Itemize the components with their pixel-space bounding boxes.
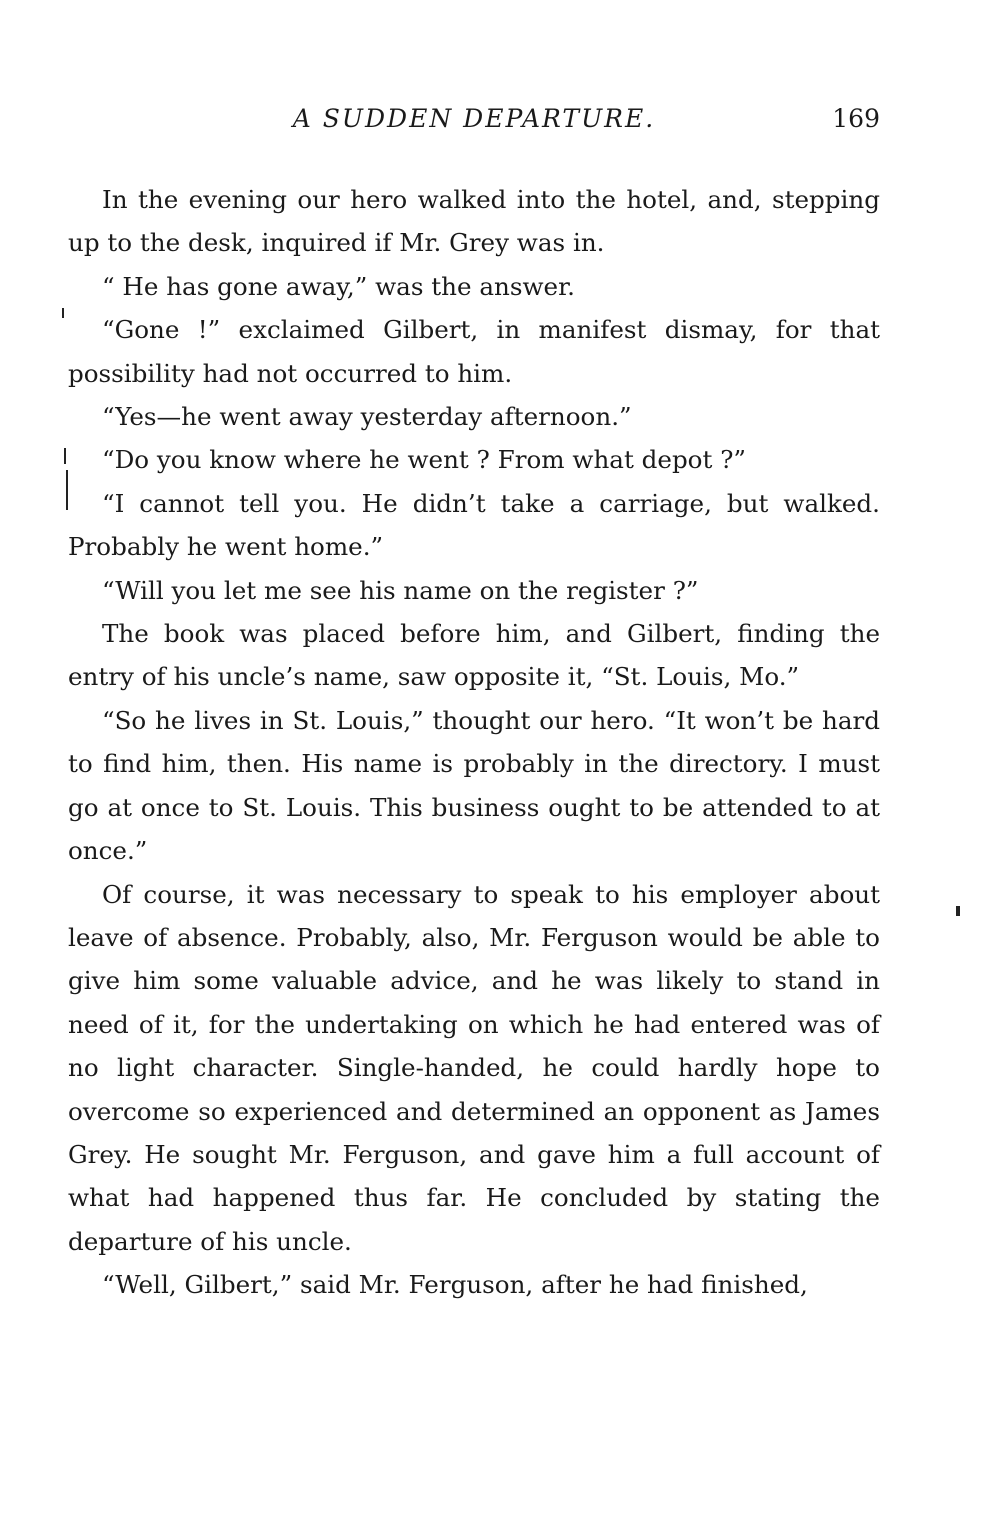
paragraph: “So he lives in St. Louis,” thought our hero. “It won’t be hard to find him, then. His name is probably in the directory. I must go at once to St. Louis. This business ought to be attended to at once.” bbox=[68, 705, 880, 866]
margin-mark bbox=[62, 308, 64, 318]
paragraph: “I cannot tell you. He didn’t take a carriage, but walked. Probably he went home.” bbox=[68, 488, 880, 562]
margin-mark bbox=[64, 448, 66, 464]
running-title: A SUDDEN DEPARTURE. bbox=[292, 104, 656, 133]
body-text bbox=[68, 178, 880, 1307]
paragraph: “Gone !” exclaimed Gilbert, in manifest dismay, for that possibility had not occurred to him. bbox=[68, 315, 880, 388]
margin-mark bbox=[66, 470, 68, 510]
paragraph: “Will you let me see his name on the register ?” bbox=[102, 575, 699, 605]
paragraph: Of course, it was necessary to speak to his employer about leave of absence. Probably, also, Mr. Ferguson would be able to give him some valuable advice, and he was likely to stand in need of it, for the undertaking on which he had entered was of no light character. Single-handed, he could hardly hope to overcome so experienced and determined an opponent as James Grey. He sought Mr. Ferguson, and gave him a full account of what had happened thus far. He concluded by stating the departure of his uncle. bbox=[68, 879, 880, 1256]
page-header bbox=[68, 104, 880, 144]
page-number: 169 bbox=[832, 104, 880, 133]
paragraph: In the evening our hero walked into the hotel, and, stepping up to the desk, inquired if Mr. Grey was in. bbox=[68, 185, 880, 258]
paragraph: “Yes—he went away yesterday afternoon.” bbox=[102, 402, 632, 432]
paragraph: “Well, Gilbert,” said Mr. Ferguson, after he had finished, bbox=[102, 1270, 808, 1300]
paragraph: The book was placed before him, and Gilbert, finding the entry of his uncle’s name, saw opposite it, “St. Louis, Mo.” bbox=[68, 619, 880, 692]
paragraph: “Do you know where he went ? From what depot ?” bbox=[102, 445, 746, 475]
margin-mark bbox=[956, 906, 960, 916]
paragraph: “ He has gone away,” was the answer. bbox=[102, 271, 575, 301]
